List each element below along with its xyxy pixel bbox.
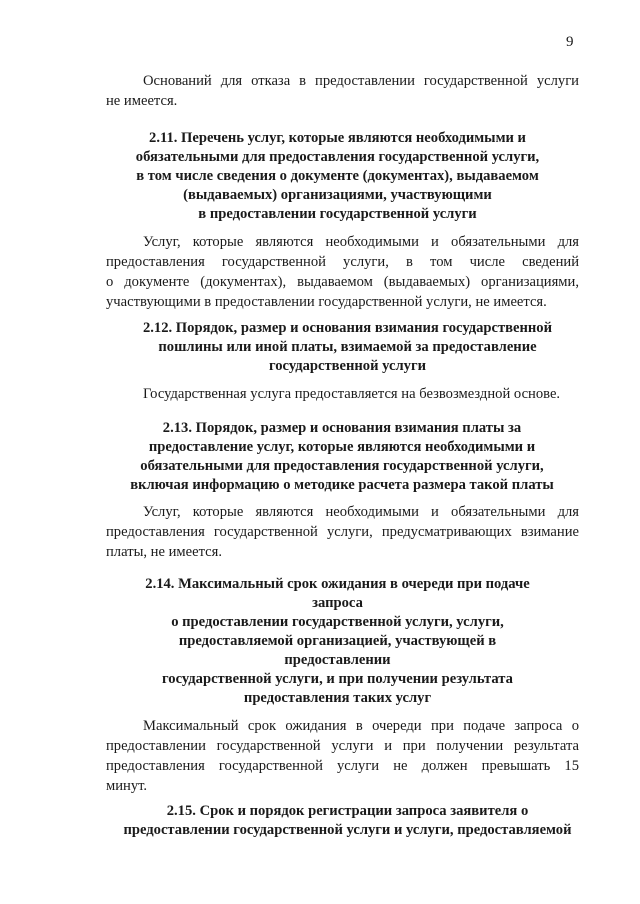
heading-line: о предоставлении государственной услуги, услуги, (171, 614, 504, 630)
heading-line: включая информацию о методике расчета размера такой платы (130, 477, 554, 493)
heading-line: пошлины или иной платы, взимаемой за предоставление (158, 339, 537, 355)
text-line: Оснований для отказа в предоставлении государственной услуги (143, 73, 579, 89)
heading-line: предоставления таких услуг (243, 690, 432, 706)
heading-line: государственной услуги (268, 358, 427, 374)
heading-line: 2.14. Максимальный срок ожидания в очереди при подаче (145, 576, 530, 592)
heading-line: в том числе сведения о документе (документах), выдаваемом (136, 168, 539, 184)
text-line: платы, не имеется. (106, 544, 223, 560)
heading-line: государственной услуги, и при получении результата (162, 671, 513, 687)
text-line: предоставления государственной услуги, предусматривающих взимание (106, 524, 579, 540)
heading-line: обязательными для предоставления государственной услуги, (135, 149, 540, 165)
text-line: Максимальный срок ожидания в очереди при подаче запроса о (143, 718, 579, 734)
heading-line: в предоставлении государственной услуги (198, 206, 477, 222)
text-line: Услуг, которые являются необходимыми и обязательными для (143, 234, 579, 250)
heading-line: 2.11. Перечень услуг, которые являются необходимыми и (149, 130, 526, 146)
heading-line: предоставляемой организацией, участвующей в (178, 633, 497, 649)
text-line: предоставления государственной услуги не должен превышать 15 (106, 758, 579, 774)
heading-line: (выдаваемых) организациями, участвующими (183, 187, 492, 203)
text-line: о документе (документах), выдаваемом (выдаваемых) организациями, (106, 274, 579, 290)
text-line: Государственная услуга предоставляется на безвозмездной основе. (143, 386, 561, 402)
page-number: 9 (566, 34, 574, 50)
text-line: не имеется. (106, 93, 178, 109)
heading-line: предоставление услуг, которые являются необходимыми и (148, 439, 536, 455)
text-line: Услуг, которые являются необходимыми и обязательными для (143, 504, 579, 520)
heading-line: 2.12. Порядок, размер и основания взимания государственной (142, 320, 553, 336)
heading-line: 2.13. Порядок, размер и основания взимания платы за (162, 420, 522, 436)
text-line: минут. (106, 778, 148, 794)
heading-line: предоставлении государственной услуги и услуги, предоставляемой (123, 822, 572, 838)
text-line: предоставлении государственной услуги и при получении результата (106, 738, 579, 754)
text-line: предоставления государственной услуги, в том числе сведений (106, 254, 579, 270)
heading-line: запроса (312, 595, 363, 611)
heading-line: предоставлении (284, 652, 391, 668)
heading-line: 2.15. Срок и порядок регистрации запроса заявителя о (166, 803, 529, 819)
text-line: участвующими в предоставлении государственной услуги, не имеется. (106, 294, 547, 310)
heading-line: обязательными для предоставления государственной услуги, (140, 458, 544, 474)
